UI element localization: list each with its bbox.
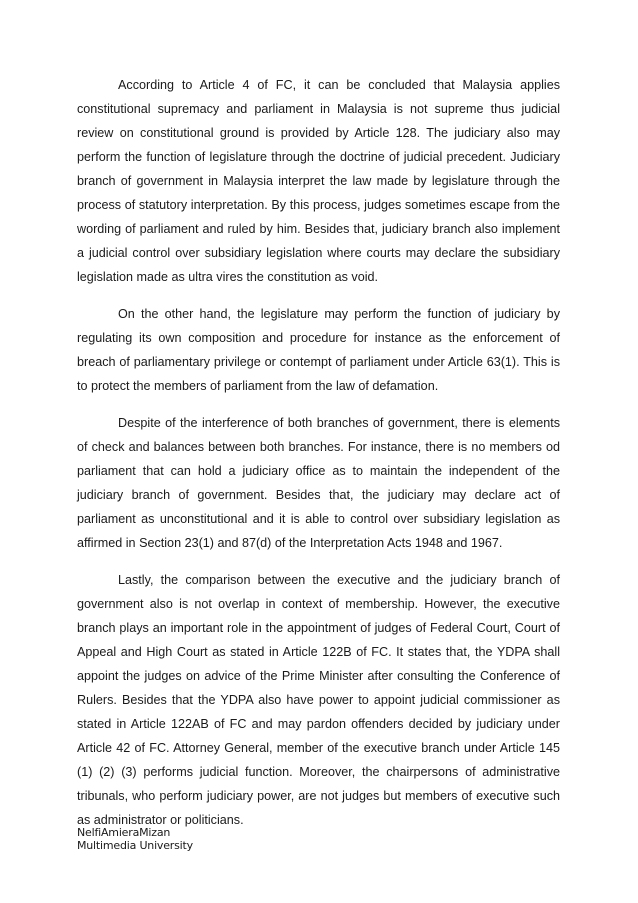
paragraph-article-4: According to Article 4 of FC, it can be concluded that Malaysia applies constitutional supremacy and parliament in Malaysia is not supreme thus judicial review on constitutional ground is provided by Article 128. The judiciary also may perform the function of legislature through the doctrine of judicial precedent. Judiciary branch of government in Malaysia interpret the law made by legislature through the process of statutory interpretation. By this process, judges sometimes escape from the wording of parliament and ruled by him. Besides that, judiciary branch also implement a judicial control over subsidiary legislation where courts may declare the subsidiary legislation made as ultra vires the constitution as void.: [77, 78, 560, 284]
document-body: [77, 73, 560, 845]
footer-author: NelfiAmieraMizan: [77, 826, 171, 839]
paragraph-legislature-judiciary: On the other hand, the legislature may perform the function of judiciary by regulating its own composition and procedure for instance as the enforcement of breach of parliamentary privilege or contempt of parliament under Article 63(1). This is to protect the members of parliament from the law of defamation.: [77, 307, 560, 393]
paragraph-check-and-balances: Despite of the interference of both branches of government, there is elements of check and balances between both branches. For instance, there is no members od parliament that can hold a judiciary office as to maintain the independent of the judiciary branch of government. Besides that, the judiciary may declare act of parliament as unconstitutional and it is able to control over subsidiary legislation as affirmed in Section 23(1) and 87(d) of the Interpretation Acts 1948 and 1967.: [77, 416, 560, 550]
page-footer: [77, 826, 193, 852]
paragraph-executive-judiciary: Lastly, the comparison between the executive and the judiciary branch of government also is not overlap in context of membership. However, the executive branch plays an important role in the appointment of judges of Federal Court, Court of Appeal and High Court as stated in Article 122B of FC. It states that, the YDPA shall appoint the judges on advice of the Prime Minister after consulting the Conference of Rulers. Besides that the YDPA also have power to appoint judicial commissioner as stated in Article 122AB of FC and may pardon offenders decided by judiciary under Article 42 of FC. Attorney General, member of the executive branch under Article 145 (1) (2) (3) performs judicial function. Moreover, the chairpersons of administrative tribunals, who perform judiciary power, are not judges but members of executive such as administrator or politicians.: [77, 573, 560, 827]
footer-institution: Multimedia University: [77, 839, 193, 852]
